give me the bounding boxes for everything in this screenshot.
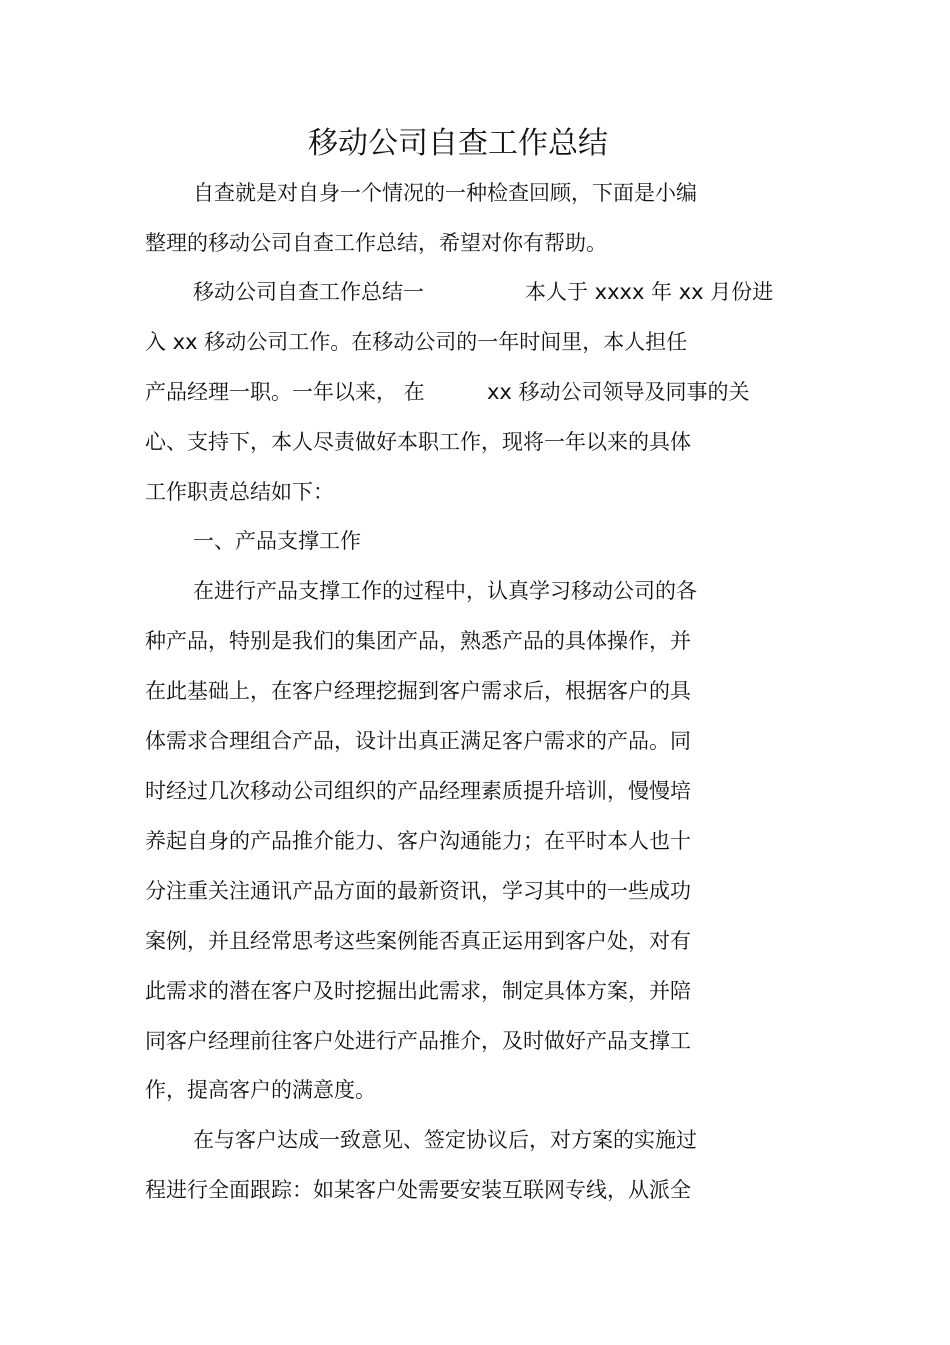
- document-title: 移动公司自查工作总结: [308, 126, 608, 161]
- paragraph-line: 种产品，特别是我们的集团产品，熟悉产品的具体操作，并: [145, 629, 691, 653]
- paragraph-line: 体需求合理组合产品，设计出真正满足客户需求的产品。同: [145, 729, 691, 753]
- paragraph-line: 产品经理一职。一年以来， 在: [145, 380, 425, 404]
- paragraph-line: 程进行全面跟踪：如某客户处需要安装互联网专线，从派全: [145, 1178, 691, 1202]
- paragraph-line: 此需求的潜在客户及时挖掘出此需求，制定具体方案，并陪: [145, 979, 691, 1003]
- paragraph-line: 心、支持下，本人尽责做好本职工作，现将一年以来的具体: [145, 430, 691, 454]
- paragraph-line: 时经过几次移动公司组织的产品经理素质提升培训，慢慢培: [145, 779, 691, 803]
- paragraph-line: 同客户经理前往客户处进行产品推介，及时做好产品支撑工: [145, 1029, 691, 1053]
- section-heading: 一、产品支撑工作: [193, 529, 361, 553]
- paragraph-line: 在与客户达成一致意见、签定协议后，对方案的实施过: [193, 1128, 697, 1152]
- paragraph-line: xx 移动公司领导及同事的关: [487, 380, 750, 404]
- section-heading-line: 移动公司自查工作总结一: [193, 280, 424, 304]
- paragraph-line: 整理的移动公司自查工作总结，希望对你有帮助。: [145, 231, 607, 255]
- paragraph-line: 作，提高客户的满意度。: [145, 1078, 376, 1102]
- paragraph-line: 在进行产品支撑工作的过程中，认真学习移动公司的各: [193, 579, 697, 603]
- paragraph-line: 分注重关注通讯产品方面的最新资讯，学习其中的一些成功: [145, 879, 691, 903]
- paragraph-line: 本人于 xxxx 年 xx 月份进: [525, 280, 774, 304]
- paragraph-line: 案例，并且经常思考这些案例能否真正运用到客户处，对有: [145, 929, 691, 953]
- paragraph-line: 入 xx 移动公司工作。在移动公司的一年时间里，本人担任: [145, 330, 688, 354]
- paragraph-line: 在此基础上，在客户经理挖掘到客户需求后，根据客户的具: [145, 679, 691, 703]
- paragraph-line: 养起自身的产品推介能力、客户沟通能力；在平时本人也十: [145, 829, 691, 853]
- paragraph-line: 工作职责总结如下：: [145, 480, 334, 504]
- paragraph-line: 自查就是对自身一个情况的一种检查回顾，下面是小编: [193, 181, 697, 205]
